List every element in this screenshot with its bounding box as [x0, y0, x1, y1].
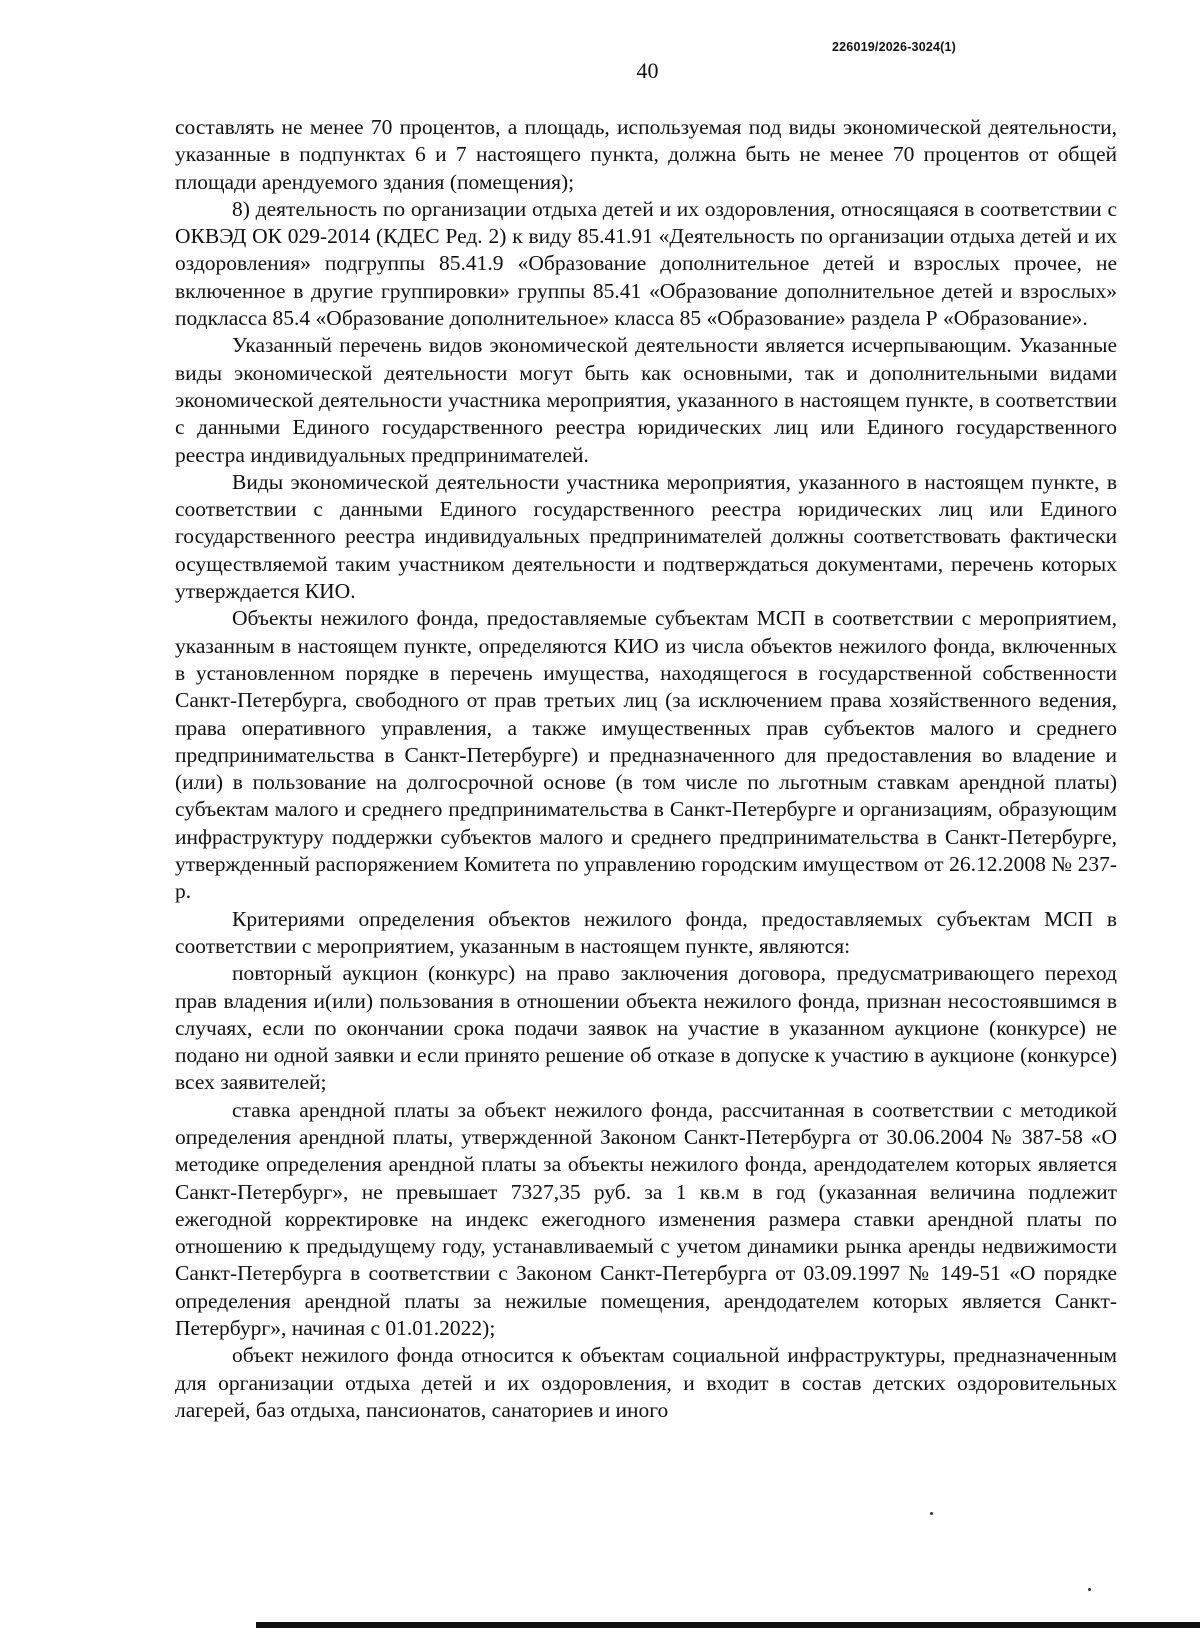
paragraph-activity-types: Виды экономической деятельности участника мероприятия, указанного в настоящем пункте, в соответствии с данными Единого государственного реестра юридических лиц или Единого государственного реестра индивидуальных предпринимателей должны соответствовать фактически осуществляемой таким участником деятельности и подтверждаться документами, перечень которых утверждается КИО. [175, 469, 1117, 604]
paragraph-criterion-social-infrastructure: объект нежилого фонда относится к объектам социальной инфраструктуры, предназначенным для организации отдыха детей и их оздоровления, и входит в состав детских оздоровительных лагерей, баз отдыха, пансионатов, санаториев и иного [175, 1343, 1117, 1422]
document-id: 226019/2026-3024(1) [832, 40, 957, 54]
paragraph-exhaustive-list: Указанный перечень видов экономической деятельности является исчерпывающим. Указанные виды экономической деятельности могут быть как основными, так и дополнительными видами экономической деятельности участника мероприятия, указанного в настоящем пункте, в соответствии с данными Единого государственного реестра юридических лиц или Единого государственного реестра индивидуальных предпринимателей. [175, 333, 1117, 467]
paragraph-continuation: составлять не менее 70 процентов, а площадь, используемая под виды экономической деятельности, указанные в подпунктах 6 и 7 настоящего пункта, должна быть не менее 70 процентов от общей площади арендуемого здания (помещения); [175, 115, 1117, 194]
paragraph-item-8: 8) деятельность по организации отдыха детей и их оздоровления, относящаяся в соответствии с ОКВЭД ОК 029-2014 (КДЕС Ред. 2) к виду 85.41.91 «Деятельность по организации отдыха детей и их оздоровления» подгруппы 85.41.9 «Образование дополнительное детей и взрослых прочее, не включенное в другие группировки» группы 85.41 «Образование дополнительное детей и взрослых» подкласса 85.4 «Образование дополнительное» класса 85 «Образование» раздела Р «Образование». [175, 196, 1117, 331]
paragraph-criterion-auction: повторный аукцион (конкурс) на право заключения договора, предусматривающего переход прав владения и(или) пользования в отношении объекта нежилого фонда, признан несостоявшимся в случаях, если по окончании срока подачи заявок на участие в указанном аукционе (конкурсе) не подано ни одной заявки и если принято решение об отказе в допуске к участию в аукционе (конкурсе) всех заявителей; [175, 961, 1117, 1095]
page-number: 40 [636, 58, 659, 83]
scan-speck [1088, 1588, 1091, 1591]
document-body [175, 114, 1117, 1424]
paragraph-criterion-rent-rate: ставка арендной платы за объект нежилого фонда, рассчитанная в соответствии с методикой определения арендной платы, утвержденной Законом Санкт-Петербурга от 30.06.2004 № 387-58 «О методике определения арендной платы за объекты нежилого фонда, арендодателем которых является Санкт-Петербург», не превышает 7327,35 руб. за 1 кв.м в год (указанная величина подлежит ежегодной корректировке на индекс ежегодного изменения размера ставки арендной платы по отношению к предыдущему году, устанавливаемый с учетом динамики рынка аренды недвижимости Санкт-Петербурга в соответствии с Законом Санкт-Петербурга от 03.09.1997 № 149-51 «О порядке определения арендной платы за нежилые помещения, арендодателем которых является Санкт-Петербург», начиная с 01.01.2022); [175, 1097, 1117, 1341]
scan-edge-rule [256, 1622, 1200, 1628]
paragraph-nonresidential-objects: Объекты нежилого фонда, предоставляемые субъектам МСП в соответствии с мероприятием, указанным в настоящем пункте, определяются КИО из числа объектов нежилого фонда, включенных в установленном порядке в перечень имущества, находящегося в государственной собственности Санкт-Петербурга, свободного от прав третьих лиц (за исключением права хозяйственного ведения, права оперативного управления, а также имущественных прав субъектов малого и среднего предпринимательства в Санкт-Петербурге) и предназначенного для предоставления во владение и (или) в пользование на долгосрочной основе (в том числе по льготным ставкам арендной платы) субъектам малого и среднего предпринимательства в Санкт-Петербурге и организациям, образующим инфраструктуру поддержки субъектов малого и среднего предпринимательства в Санкт-Петербурге, утвержденный распоряжением Комитета по управлению городским имуществом от 26.12.2008 № 237-р. [175, 606, 1117, 904]
paragraph-criteria-intro: Критериями определения объектов нежилого фонда, предоставляемых субъектам МСП в соответствии с мероприятием, указанным в настоящем пункте, являются: [175, 906, 1117, 958]
scan-speck [930, 1512, 933, 1515]
